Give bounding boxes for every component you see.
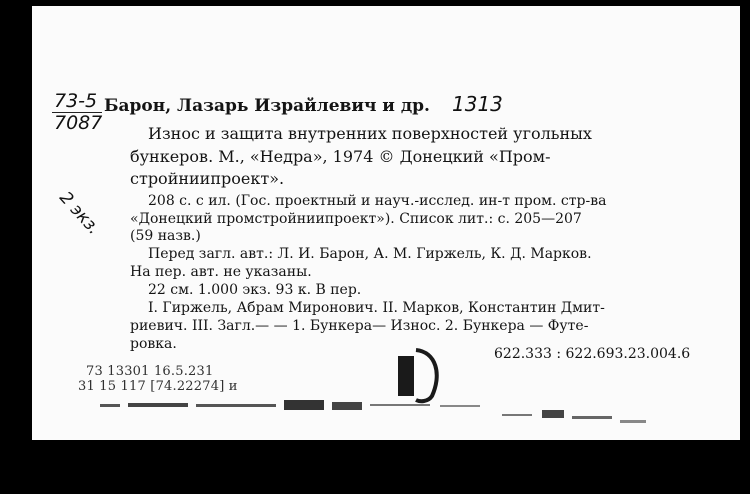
pages-line-2: «Донецкий промстройниипроект»). Список лит.: с. 205—207 [130,211,582,227]
pages-line-1: 208 с. с ил. (Гос. проектный и науч.-исслед. ин-т пром. стр-ва [148,193,607,209]
faded-print-noise [100,398,560,414]
subject-line-2: риевич. III. Загл.— — 1. Бункера— Износ. 2. Бункера — Футе- [130,318,589,334]
scan-border-bottom [0,440,750,494]
author-heading: Барон, Лазарь Израйлевич и др. [104,96,430,116]
call-number-top: 73-5 [54,90,98,112]
handwritten-number: 1313 [452,92,503,116]
pages-line-3: (59 назв.) [130,228,201,244]
registry-line-1: 73 13301 16.5.231 [86,364,214,379]
format-line: 22 см. 1.000 экз. 93 к. В пер. [148,282,362,298]
registry-line-2: 31 15 117 [74.22274] и [78,379,238,394]
title-line-1: Износ и защита внутренних поверхностей угольных [148,124,592,143]
subject-line-1: I. Гиржель, Абрам Миронович. II. Марков, Константин Дмит- [148,300,605,316]
classification-code: 622.333 : 622.693.23.004.6 [494,346,691,362]
subject-line-3: ровка. [130,336,177,352]
catalog-card [32,6,740,440]
title-line-2: бункеров. М., «Недра», 1974 © Донецкий «Пром- [130,147,551,166]
title-line-3: стройниипроект». [130,169,285,188]
call-number-bottom: 7087 [54,112,103,134]
handwritten-side-note: 2 экз. [55,188,104,239]
faded-print-noise-right [502,404,652,430]
library-stamp-icon [392,346,444,404]
authors-line-1: Перед загл. авт.: Л. И. Барон, А. М. Гиржель, К. Д. Марков. [148,246,592,262]
authors-line-2: На пер. авт. не указаны. [130,264,312,280]
